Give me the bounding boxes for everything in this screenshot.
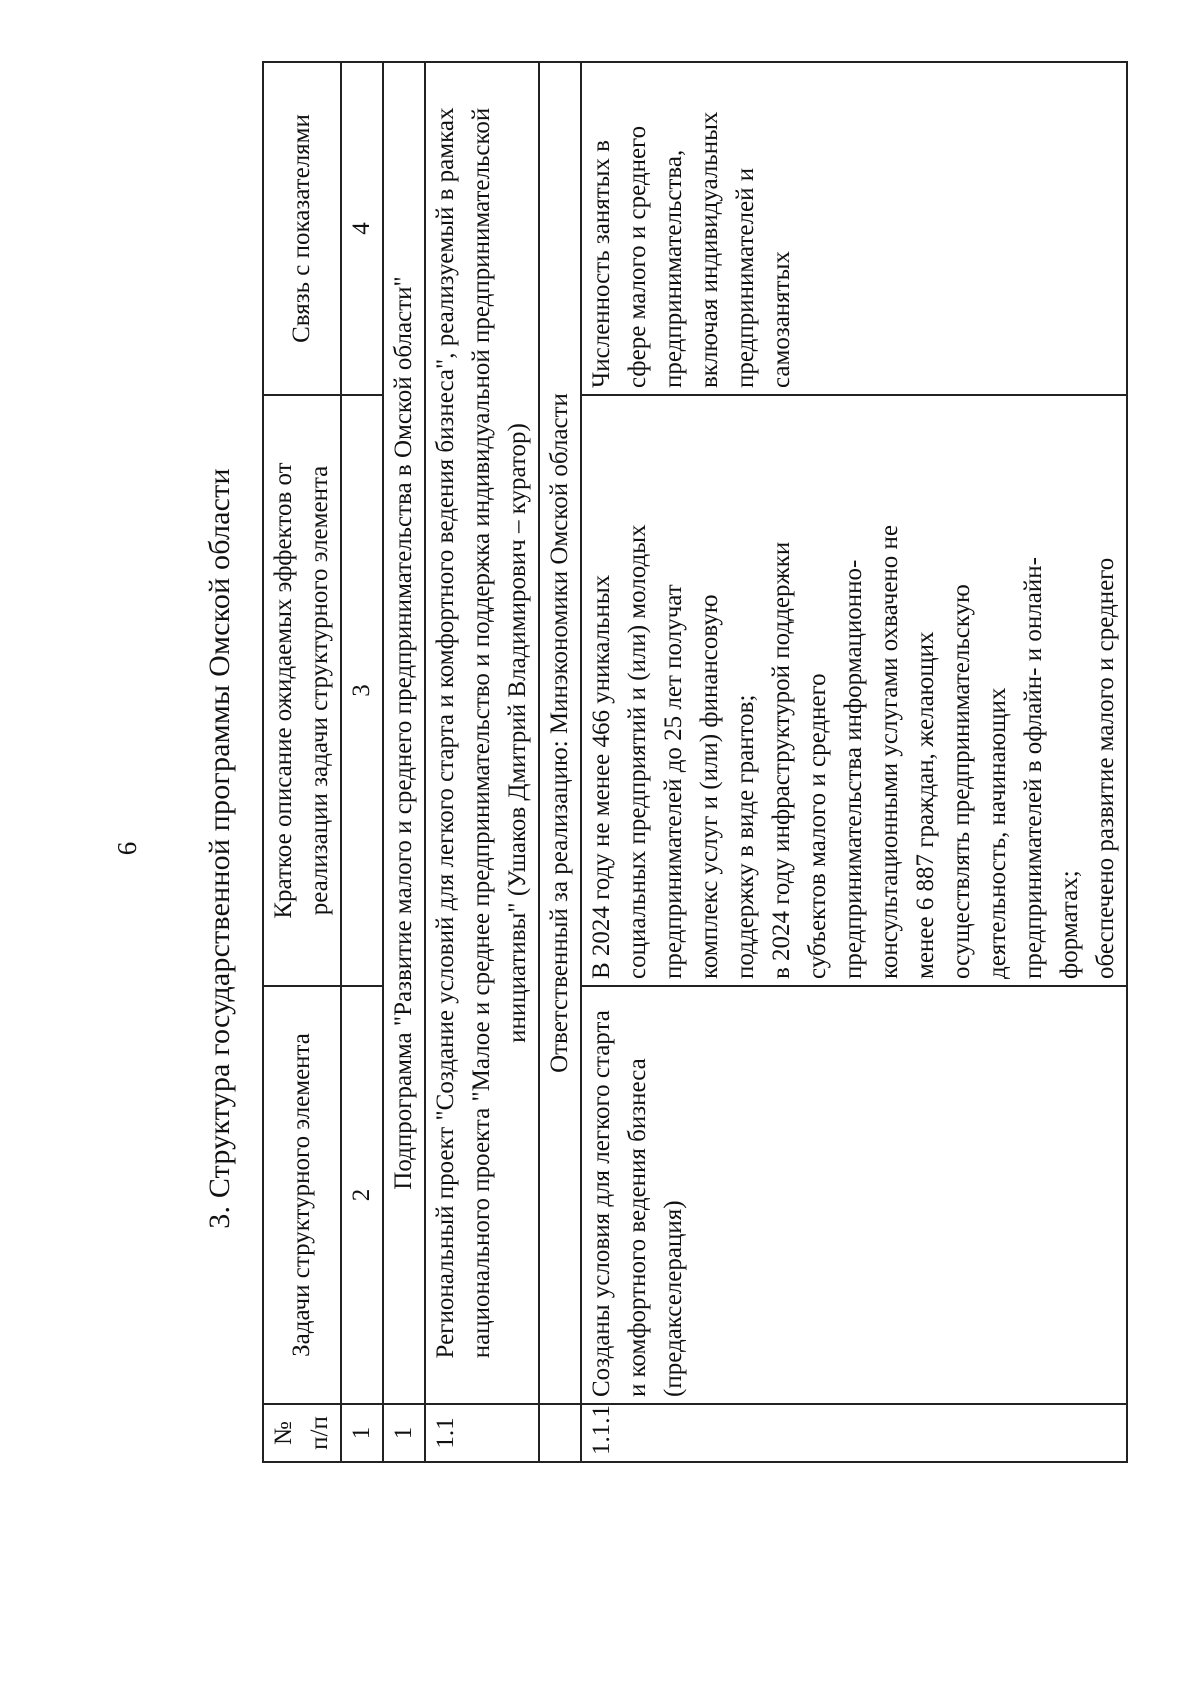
responsible-text: Ответственный за реализацию: Минэкономики Омской области	[539, 62, 581, 1404]
page-number: 6	[112, 841, 142, 856]
responsible-row	[539, 62, 581, 1462]
subprogram-row	[383, 62, 425, 1462]
description-line: осуществлять предпринимательскую	[948, 584, 975, 979]
column-number-row	[341, 62, 383, 1462]
description-line: форматах;	[1056, 870, 1083, 979]
column-number-2: 2	[341, 986, 383, 1404]
indicator-line: самозанятых	[768, 251, 795, 388]
structure-table	[262, 61, 1128, 1463]
indicator-line: предпринимателей и	[732, 167, 759, 388]
indicator-line: предпринимательства,	[660, 149, 687, 388]
task-description	[581, 395, 1127, 986]
project-title: Региональный проект "Создание условий для легкого старта и комфортного ведения бизнеса", реализуемый в рамках национального проекта "Малое и среднее предпринимательство и поддержка индивидуальной предпринимательской инициативы" (Ушаков Дмитрий Владимирович – куратор)	[425, 62, 539, 1404]
column-number-1: 1	[341, 1404, 383, 1462]
header-description: Краткое описание ожидаемых эффектов от реализации задачи структурного элемента	[263, 395, 341, 986]
description-line: в 2024 году инфраструктурой поддержки	[768, 541, 795, 979]
description-line: В 2024 году не менее 466 уникальных	[588, 574, 615, 979]
project-num: 1.1	[425, 1404, 539, 1462]
indicator-line: Численность занятых в	[588, 140, 615, 388]
header-num: № п/п	[263, 1404, 341, 1462]
description-line: предпринимательства информационно-	[840, 559, 867, 979]
description-line: обеспечено развитие малого и среднего	[1092, 557, 1119, 979]
subprogram-num: 1	[383, 1404, 425, 1462]
description-line: менее 6 887 граждан, желающих	[912, 631, 939, 979]
task-indicator-link	[581, 62, 1127, 395]
description-line: социальных предприятий и (или) молодых	[624, 524, 651, 979]
project-row	[425, 62, 539, 1462]
header-link: Связь с показателями	[263, 62, 341, 395]
description-line: деятельность, начинающих	[984, 687, 1011, 979]
indicator-line: сфере малого и среднего	[624, 125, 651, 388]
responsible-num-empty	[539, 1404, 581, 1462]
section-title: 3. Структура государственной программы Омской области	[203, 468, 236, 1229]
description-line: предпринимателей до 25 лет получат	[660, 584, 687, 979]
description-line: субъектов малого и среднего	[804, 673, 831, 979]
column-number-4: 4	[341, 62, 383, 395]
indicator-line: включая индивидуальных	[696, 111, 723, 388]
description-line: поддержку в виде грантов;	[732, 694, 759, 979]
table-header-row	[263, 62, 341, 1462]
description-line: консультационными услугами охвачено не	[876, 524, 903, 979]
column-number-3: 3	[341, 395, 383, 986]
task-text: Созданы условия для легкого старта и комфортного ведения бизнеса (предакселерация)	[581, 986, 1127, 1404]
task-row	[581, 62, 1127, 1462]
description-line: предпринимателей в офлайн- и онлайн-	[1020, 557, 1047, 979]
task-num: 1.1.1	[581, 1404, 1127, 1462]
subprogram-title: Подпрограмма "Развитие малого и среднего предпринимательства в Омской области"	[383, 62, 425, 1404]
description-line: комплекс услуг и (или) финансовую	[696, 594, 723, 979]
header-tasks: Задачи структурного элемента	[263, 986, 341, 1404]
